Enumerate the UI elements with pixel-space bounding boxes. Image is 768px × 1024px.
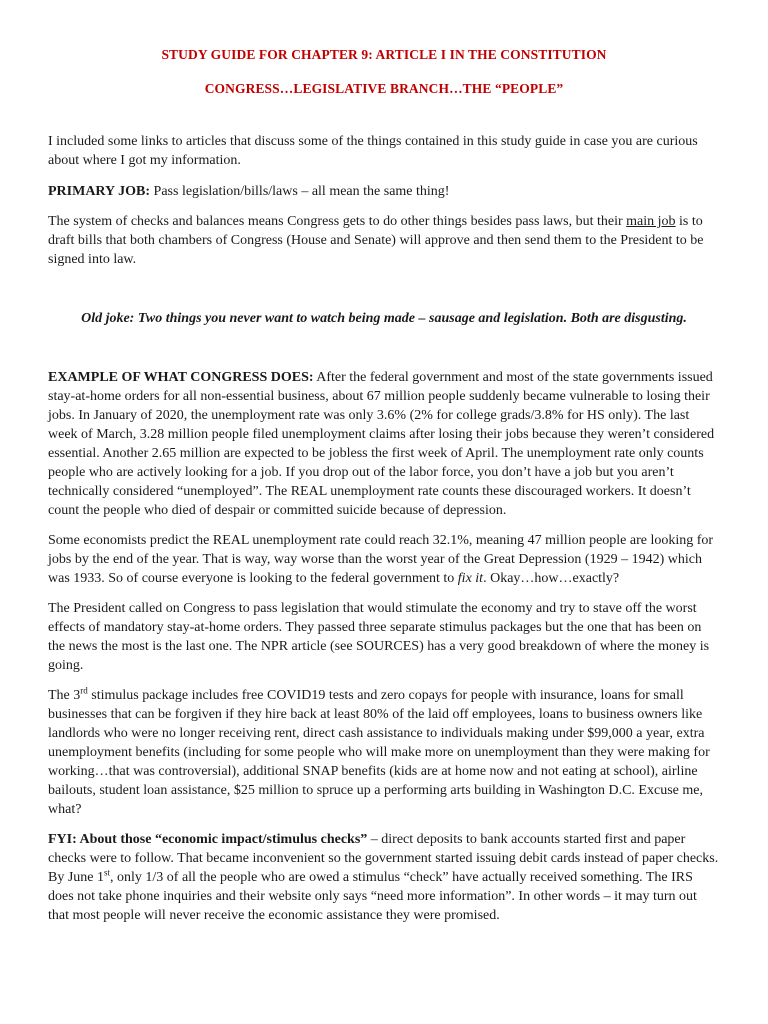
stimulus-text: stimulus package includes free COVID19 tests and zero copays for people with insurance, loans for small businesses that can be forgiven if they hire back at least 80% of the laid off employees, loans to business owners like landlords who were no longer receiving rent, direct cash assistance to individuals making under $99,000 a year, extra unemployment benefits (including for some people who will make more on unemployment than they were making for working…that was controversial), additional SNAP benefits (kids are at home now and not eating at school), airline bailouts, student loan assistance, $25 million to spruce up a performing arts building in Washington D.C. Excuse me, what?	[48, 688, 710, 817]
example-text: After the federal government and most of the state governments issued stay-at-home orders for all non-essential business, about 67 million people suddenly became vulnerable to losing their jobs. In January of 2020, the unemployment rate was only 3.6% (2% for college grads/3.8% for HS only). The last week of March, 3.28 million people filed unemployment claims after losing their jobs because they weren’t considered essential. Another 2.65 million are expected to be jobless the first week of April. The unemployment rate only counts people who are actively looking for a job. If you drop out of the labor force, you don’t have a job but you aren’t technically considered “unemployed”. The REAL unemployment rate counts these discouraged workers. It doesn’t count the people who died of despair or committed suicide because of depression.	[48, 370, 715, 518]
checks-text-1: The system of checks and balances means Congress gets to do other things besides pass laws, but their	[48, 214, 627, 229]
checks-text-2: is to draft bills that both chambers of Congress (House and Senate) will approve and then send them to the President to be signed into law.	[48, 214, 704, 267]
example-label: EXAMPLE OF WHAT CONGRESS DOES:	[48, 370, 314, 385]
fyi-label: FYI: About those “economic impact/stimulus checks”	[48, 832, 368, 847]
page-title: STUDY GUIDE FOR CHAPTER 9: ARTICLE I IN THE CONSTITUTION	[161, 47, 607, 62]
fyi-text-2: , only 1/3 of all the people who are owed a stimulus “check” have actually received something. The IRS does not take phone inquiries and their website only says “need more information”. In other words – it may turn out that most people will never receive the economic assistance they were promised.	[48, 870, 697, 923]
president-paragraph: The President called on Congress to pass legislation that would stimulate the economy and try to stave off the worst effects of mandatory stay-at-home orders. They passed three separate stimulus packages but the one that has been on the news the most is the last one. The NPR article (see SOURCES) has a very good breakdown of where the money is going.	[48, 601, 710, 673]
fyi-ordinal: st	[104, 867, 111, 878]
fyi-text-1: – direct deposits to bank accounts started first and paper checks were to follow. That became inconvenient so the government started issuing debit cards instead of paper checks. By June 1	[48, 832, 719, 885]
example-paragraph	[48, 368, 720, 520]
fyi-paragraph	[48, 830, 720, 925]
stimulus-paragraph	[48, 686, 720, 819]
stimulus-prefix: The 3	[48, 688, 81, 703]
primary-job-label: PRIMARY JOB:	[48, 184, 151, 199]
old-joke-callout: Old joke: Two things you never want to watch being made – sausage and legislation. Both are disgusting.	[81, 311, 687, 326]
stimulus-ordinal: rd	[80, 685, 88, 696]
main-job-underlined: main job	[626, 214, 676, 229]
economists-text-2: . Okay…how…exactly?	[483, 571, 620, 586]
primary-job-paragraph	[48, 182, 720, 201]
economists-text-1: Some economists predict the REAL unemployment rate could reach 32.1%, meaning 47 million people are looking for jobs by the end of the year. That is way, way worse than the worst year of the Great Depression (1929 – 1942) which was 1933. So of course everyone is looking to the federal government to	[48, 533, 714, 586]
fix-it-italic: fix it	[457, 571, 484, 586]
primary-job-text: Pass legislation/bills/laws – all mean the same thing!	[150, 184, 450, 199]
page-subtitle: CONGRESS…LEGISLATIVE BRANCH…THE “PEOPLE”	[204, 81, 564, 96]
checks-balances-paragraph	[48, 212, 720, 269]
intro-paragraph: I included some links to articles that discuss some of the things contained in this study guide in case you are curious about where I got my information.	[48, 134, 698, 168]
economists-paragraph	[48, 531, 720, 588]
